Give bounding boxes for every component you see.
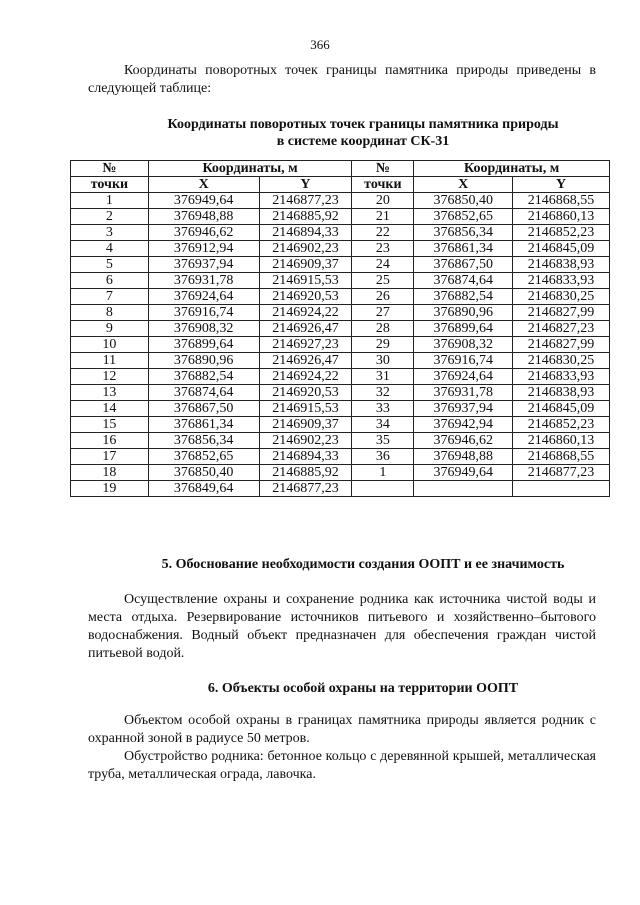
cell-left-point: 13 xyxy=(71,385,149,401)
table-row xyxy=(71,385,610,401)
cell-left-y: 2146894,33 xyxy=(259,449,352,465)
cell-right-point: 20 xyxy=(352,193,414,209)
cell-left-x: 376849,64 xyxy=(148,481,259,497)
cell-left-y: 2146877,23 xyxy=(259,481,352,497)
cell-right-y: 2146860,13 xyxy=(513,433,610,449)
section-6-paragraph-2: Обустройство родника: бетонное кольцо с деревянной крышей, металлическая труба, металлическая ограда, лавочка. xyxy=(88,749,596,782)
cell-left-x: 376867,50 xyxy=(148,401,259,417)
cell-left-point: 7 xyxy=(71,289,149,305)
cell-right-x: 376931,78 xyxy=(414,385,513,401)
header-points-right: точки xyxy=(352,177,414,193)
cell-left-y: 2146926,47 xyxy=(259,321,352,337)
cell-right-y: 2146852,23 xyxy=(513,417,610,433)
cell-right-point: 30 xyxy=(352,353,414,369)
cell-left-point: 14 xyxy=(71,401,149,417)
coordinates-table-body xyxy=(71,193,610,497)
cell-right-x: 376850,40 xyxy=(414,193,513,209)
cell-left-point: 11 xyxy=(71,353,149,369)
cell-left-x: 376949,64 xyxy=(148,193,259,209)
cell-right-x: 376856,34 xyxy=(414,225,513,241)
cell-left-point: 4 xyxy=(71,241,149,257)
cell-left-x: 376924,64 xyxy=(148,289,259,305)
cell-right-y: 2146838,93 xyxy=(513,385,610,401)
cell-right-x: 376852,65 xyxy=(414,209,513,225)
header-x-right: X xyxy=(414,177,513,193)
cell-right-y: 2146877,23 xyxy=(513,465,610,481)
cell-left-y: 2146920,53 xyxy=(259,385,352,401)
cell-left-point: 15 xyxy=(71,417,149,433)
cell-right-y: 2146845,09 xyxy=(513,401,610,417)
table-row xyxy=(71,305,610,321)
intro-paragraph: Координаты поворотных точек границы памятника природы приведены в следующей таблице: xyxy=(88,63,596,96)
cell-right-y: 2146852,23 xyxy=(513,225,610,241)
cell-right-point: 35 xyxy=(352,433,414,449)
cell-right-point: 26 xyxy=(352,289,414,305)
header-no-left: № xyxy=(71,161,149,177)
cell-right-x: 376949,64 xyxy=(414,465,513,481)
cell-right-x: 376899,64 xyxy=(414,321,513,337)
section-5-paragraph: Осуществление охраны и сохранение родника как источника чистой воды и места отдыха. Резервирование источников питьевого и хозяйственно–бытового водоснабжения. Водный объект предназначен для обеспечения граждан чистой питьевой водой. xyxy=(88,592,596,661)
cell-right-point: 36 xyxy=(352,449,414,465)
cell-right-point: 29 xyxy=(352,337,414,353)
table-row xyxy=(71,353,610,369)
cell-right-x: 376916,74 xyxy=(414,353,513,369)
cell-right-point: 24 xyxy=(352,257,414,273)
cell-left-y: 2146927,23 xyxy=(259,337,352,353)
cell-right-x: 376874,64 xyxy=(414,273,513,289)
cell-right-x: 376908,32 xyxy=(414,337,513,353)
cell-left-x: 376916,74 xyxy=(148,305,259,321)
cell-right-x: 376890,96 xyxy=(414,305,513,321)
table-row xyxy=(71,401,610,417)
cell-left-x: 376861,34 xyxy=(148,417,259,433)
cell-right-point: 28 xyxy=(352,321,414,337)
cell-left-x: 376890,96 xyxy=(148,353,259,369)
cell-left-point: 17 xyxy=(71,449,149,465)
header-x-left: X xyxy=(148,177,259,193)
table-row xyxy=(71,321,610,337)
table-row xyxy=(71,193,610,209)
section-5-heading: 5. Обоснование необходимости создания ООПТ и ее значимость xyxy=(161,557,565,572)
cell-left-x: 376948,88 xyxy=(148,209,259,225)
cell-left-x: 376852,65 xyxy=(148,449,259,465)
cell-right-point: 32 xyxy=(352,385,414,401)
cell-left-point: 18 xyxy=(71,465,149,481)
cell-left-y: 2146902,23 xyxy=(259,433,352,449)
cell-right-point xyxy=(352,481,414,497)
header-y-right: Y xyxy=(513,177,610,193)
header-y-left: Y xyxy=(259,177,352,193)
cell-right-x: 376924,64 xyxy=(414,369,513,385)
cell-left-point: 8 xyxy=(71,305,149,321)
cell-right-point: 34 xyxy=(352,417,414,433)
cell-left-y: 2146920,53 xyxy=(259,289,352,305)
section-6-heading: 6. Объекты особой охраны на территории ООПТ xyxy=(207,681,519,696)
cell-left-y: 2146915,53 xyxy=(259,273,352,289)
table-row xyxy=(71,417,610,433)
section-6-paragraph-1: Объектом особой охраны в границах памятника природы является родник с охранной зоной в радиусе 50 метров. xyxy=(88,713,596,746)
cell-left-point: 3 xyxy=(71,225,149,241)
cell-right-point: 21 xyxy=(352,209,414,225)
cell-left-point: 1 xyxy=(71,193,149,209)
coordinates-table xyxy=(70,160,610,497)
cell-left-x: 376850,40 xyxy=(148,465,259,481)
cell-left-y: 2146909,37 xyxy=(259,417,352,433)
cell-left-point: 10 xyxy=(71,337,149,353)
cell-left-y: 2146877,23 xyxy=(259,193,352,209)
cell-right-y: 2146868,55 xyxy=(513,449,610,465)
table-title-line-1: Координаты поворотных точек границы памятника природы xyxy=(167,117,559,132)
cell-right-y: 2146860,13 xyxy=(513,209,610,225)
cell-right-point: 33 xyxy=(352,401,414,417)
cell-left-x: 376946,62 xyxy=(148,225,259,241)
cell-right-y: 2146830,25 xyxy=(513,289,610,305)
cell-right-y: 2146830,25 xyxy=(513,353,610,369)
cell-right-y: 2146827,23 xyxy=(513,321,610,337)
cell-right-point: 23 xyxy=(352,241,414,257)
cell-right-x: 376942,94 xyxy=(414,417,513,433)
cell-right-point: 1 xyxy=(352,465,414,481)
cell-left-point: 6 xyxy=(71,273,149,289)
cell-right-x: 376937,94 xyxy=(414,401,513,417)
cell-left-y: 2146885,92 xyxy=(259,209,352,225)
cell-left-y: 2146902,23 xyxy=(259,241,352,257)
cell-left-x: 376882,54 xyxy=(148,369,259,385)
cell-right-y: 2146827,99 xyxy=(513,337,610,353)
cell-right-x: 376882,54 xyxy=(414,289,513,305)
cell-right-x: 376946,62 xyxy=(414,433,513,449)
table-row xyxy=(71,241,610,257)
cell-left-x: 376856,34 xyxy=(148,433,259,449)
cell-right-x: 376948,88 xyxy=(414,449,513,465)
cell-right-y xyxy=(513,481,610,497)
cell-left-x: 376912,94 xyxy=(148,241,259,257)
table-row xyxy=(71,465,610,481)
cell-right-x: 376861,34 xyxy=(414,241,513,257)
cell-right-y: 2146833,93 xyxy=(513,369,610,385)
header-coords-right: Координаты, м xyxy=(414,161,610,177)
cell-right-y: 2146838,93 xyxy=(513,257,610,273)
cell-left-x: 376937,94 xyxy=(148,257,259,273)
cell-left-y: 2146924,22 xyxy=(259,369,352,385)
cell-right-y: 2146845,09 xyxy=(513,241,610,257)
table-title-line-2: в системе координат СК-31 xyxy=(276,134,450,149)
table-row xyxy=(71,449,610,465)
table-row xyxy=(71,481,610,497)
cell-right-point: 25 xyxy=(352,273,414,289)
header-coords-left: Координаты, м xyxy=(148,161,352,177)
table-row xyxy=(71,289,610,305)
cell-left-x: 376931,78 xyxy=(148,273,259,289)
table-title xyxy=(0,116,640,150)
cell-right-x: 376867,50 xyxy=(414,257,513,273)
cell-left-point: 9 xyxy=(71,321,149,337)
cell-left-point: 16 xyxy=(71,433,149,449)
cell-left-y: 2146894,33 xyxy=(259,225,352,241)
cell-left-y: 2146924,22 xyxy=(259,305,352,321)
table-row xyxy=(71,369,610,385)
cell-left-y: 2146915,53 xyxy=(259,401,352,417)
cell-right-y: 2146827,99 xyxy=(513,305,610,321)
cell-left-x: 376908,32 xyxy=(148,321,259,337)
cell-left-y: 2146926,47 xyxy=(259,353,352,369)
table-row xyxy=(71,225,610,241)
cell-left-y: 2146885,92 xyxy=(259,465,352,481)
table-row xyxy=(71,273,610,289)
cell-left-point: 5 xyxy=(71,257,149,273)
cell-right-y: 2146833,93 xyxy=(513,273,610,289)
table-row xyxy=(71,433,610,449)
table-row xyxy=(71,257,610,273)
cell-left-point: 2 xyxy=(71,209,149,225)
table-row xyxy=(71,337,610,353)
cell-right-point: 22 xyxy=(352,225,414,241)
cell-left-y: 2146909,37 xyxy=(259,257,352,273)
table-row xyxy=(71,209,610,225)
cell-right-point: 27 xyxy=(352,305,414,321)
cell-left-point: 19 xyxy=(71,481,149,497)
cell-left-point: 12 xyxy=(71,369,149,385)
cell-left-x: 376899,64 xyxy=(148,337,259,353)
cell-left-x: 376874,64 xyxy=(148,385,259,401)
header-points-left: точки xyxy=(71,177,149,193)
cell-right-y: 2146868,55 xyxy=(513,193,610,209)
cell-right-point: 31 xyxy=(352,369,414,385)
header-no-right: № xyxy=(352,161,414,177)
cell-right-x xyxy=(414,481,513,497)
page-number: 366 xyxy=(310,37,330,52)
